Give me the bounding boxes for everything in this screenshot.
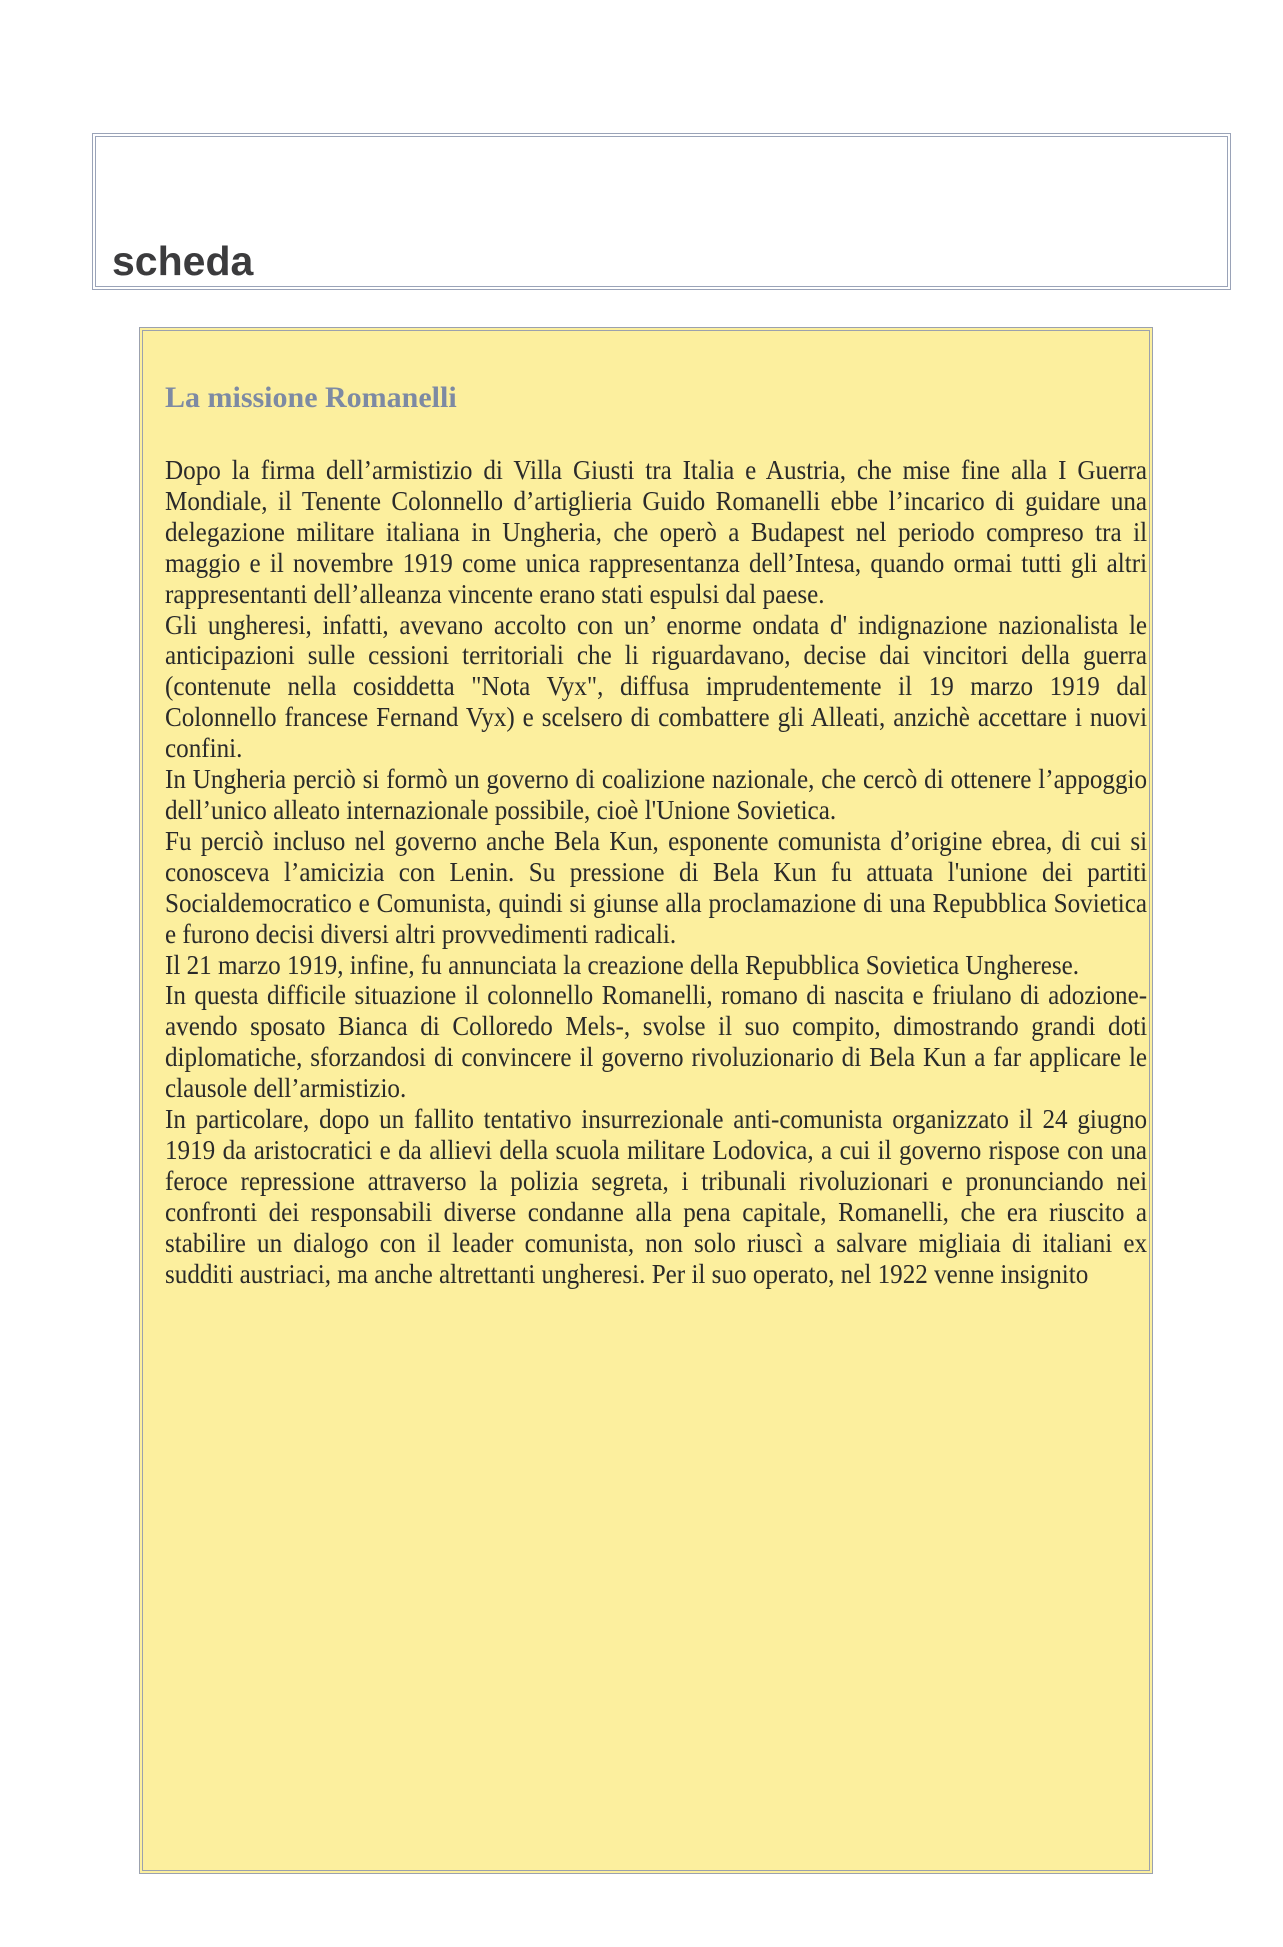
section-label: scheda <box>112 238 254 284</box>
info-card <box>139 327 1153 1874</box>
paragraph: Dopo la firma dell’armistizio di Villa Giusti tra Italia e Austria, che mise fine alla I Guerra Mondiale, il Tenente Colonnello d’artiglieria Guido Romanelli ebbe l’incarico di guidare una delegazione militare italiana in Ungheria, che operò a Budapest nel periodo compreso tra il maggio e il novembre 1919 come unica rappresentanza dell’Intesa, quando ormai tutti gli altri rappresentanti dell’alleanza vincente erano stati espulsi dal paese. <box>165 455 1148 609</box>
paragraph: In Ungheria perciò si formò un governo di coalizione nazionale, che cercò di ottenere l’appoggio dell’unico alleato internazionale possibile, cioè l'Unione Sovietica. <box>165 764 1148 825</box>
paragraph: Fu perciò incluso nel governo anche Bela Kun, esponente comunista d’origine ebrea, di cui si conosceva l’amicizia con Lenin. Su pressione di Bela Kun fu attuata l'unione dei partiti Socialdemocratico e Comunista, quindi si giunse alla proclamazione di una Repubblica Sovietica e furono decisi diversi altri provvedimenti radicali. <box>165 825 1148 949</box>
paragraph: In questa difficile situazione il colonnello Romanelli, romano di nascita e friulano di adozione- avendo sposato Bianca di Colloredo Mels-, svolse il suo compito, dimostrando grandi doti diplomatiche, sforzandosi di convincere il governo rivoluzionario di Bela Kun a far applicare le clausole dell’armistizio. <box>165 980 1148 1104</box>
card-title: La missione Romanelli <box>165 381 457 414</box>
paragraph: Il 21 marzo 1919, infine, fu annunciata la creazione della Repubblica Sovietica Ungherese. <box>165 949 1080 980</box>
card-body <box>165 455 1147 1289</box>
paragraph: Gli ungheresi, infatti, avevano accolto con un’ enorme ondata d' indignazione nazionalista le anticipazioni sulle cessioni territoriali che li riguardavano, decise dai vincitori della guerra (contenute nella cosiddetta "Nota Vyx", diffusa imprudentemente il 19 marzo 1919 dal Colonnello francese Fernand Vyx) e scelsero di combattere gli Alleati, anzichè accettare i nuovi confini. <box>165 609 1148 764</box>
paragraph: In particolare, dopo un fallito tentativo insurrezionale anti-comunista organizzato il 24 giugno 1919 da aristocratici e da allievi della scuola militare Lodovica, a cui il governo rispose con una feroce repressione attraverso la polizia segreta, i tribunali rivoluzionari e pronunciando nei confronti dei responsabili diverse condanne alla pena capitale, Romanelli, che era riuscito a stabilire un dialogo con il leader comunista, non solo riuscì a salvare migliaia di italiani ex sudditi austriaci, ma anche altrettanti ungheresi. Per il suo operato, nel 1922 venne insignito <box>165 1104 1148 1289</box>
section-header-box <box>92 133 1231 290</box>
